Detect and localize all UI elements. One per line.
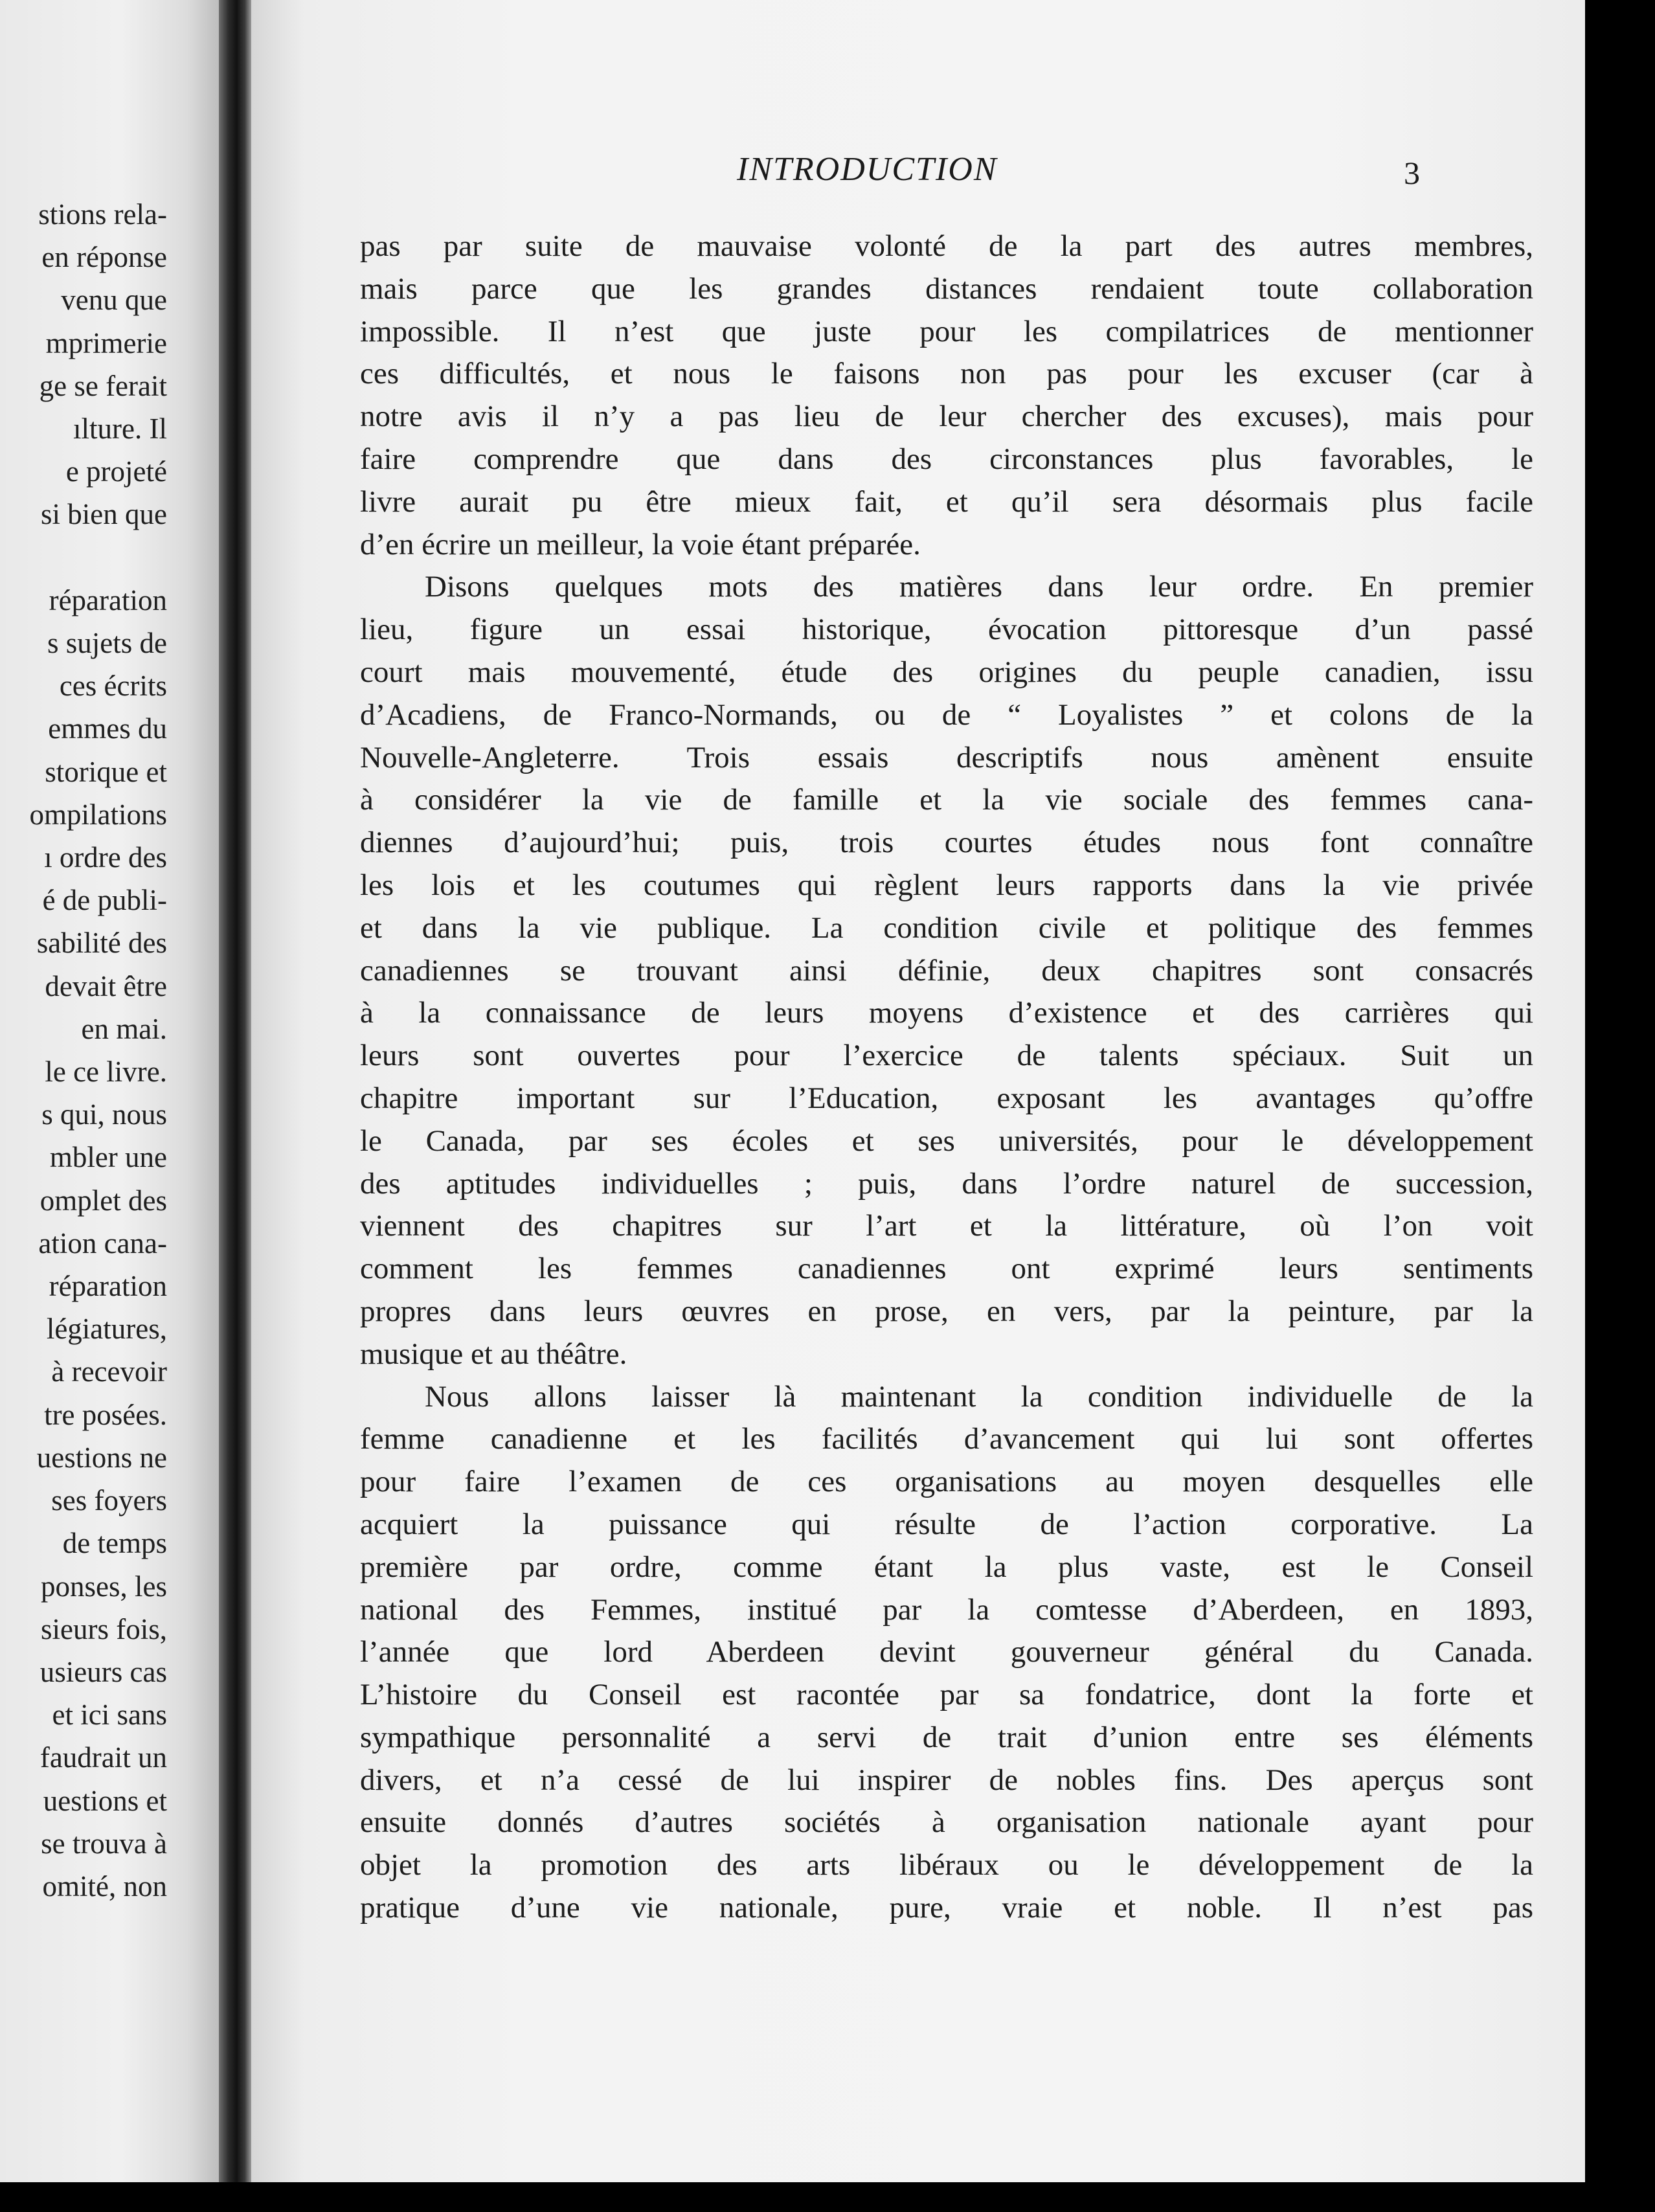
text-line: musique et au théâtre. — [360, 1337, 627, 1371]
text-line: impossible. Il n’est que juste pour les compilatrices de mentionner — [360, 314, 1533, 348]
scan-border-right — [1585, 0, 1655, 2212]
text-line: ensuite donnés d’autres sociétés à organisation nationale ayant pour — [360, 1805, 1533, 1840]
text-line: des aptitudes individuelles ; puis, dans l’ordre naturel de succession, — [360, 1166, 1533, 1201]
paragraph — [360, 1376, 1533, 1930]
previous-page-line: ation cana- — [38, 1226, 167, 1259]
previous-page-line: ces écrits — [59, 670, 167, 703]
previous-page-line: ponses, les — [41, 1570, 167, 1603]
previous-page-line: réparation — [49, 583, 167, 616]
text-line: notre avis il n’y a pas lieu de leur chercher des excuses), mais pour — [360, 400, 1533, 434]
previous-page-line: réparation — [49, 1270, 167, 1303]
previous-page-line: é de publi- — [42, 884, 167, 917]
text-line: diennes d’aujourd’hui; puis, trois courtes études nous font connaître — [360, 826, 1533, 860]
previous-page-line: de temps — [62, 1527, 167, 1560]
previous-page-line: si bien que — [41, 498, 167, 531]
previous-page-line: devait être — [45, 969, 167, 1002]
previous-page-line: venu que — [61, 284, 167, 317]
page-number: 3 — [1404, 155, 1420, 191]
book-gutter — [219, 0, 251, 2212]
text-line: L’histoire du Conseil est racontée par sa fondatrice, dont la forte et — [360, 1678, 1533, 1712]
previous-page-line: usieurs cas — [39, 1655, 167, 1688]
previous-page-line: en réponse — [41, 241, 167, 274]
current-page — [251, 0, 1585, 2182]
previous-page-line: sabilité des — [36, 927, 167, 960]
text-line: à considérer la vie de famille et la vie sociale des femmes cana- — [360, 783, 1533, 817]
previous-page-line: et ici sans — [52, 1699, 167, 1732]
previous-page-line: en mai. — [81, 1012, 167, 1045]
previous-page-line: faudrait un — [39, 1741, 167, 1774]
text-line: canadiennes se trouvant ainsi définie, deux chapitres sont consacrés — [360, 953, 1533, 988]
text-line: ces difficultés, et nous le faisons non pas pour les excuser (car à — [360, 357, 1533, 391]
previous-page — [0, 0, 220, 2212]
text-line: l’année que lord Aberdeen devint gouverneur général du Canada. — [360, 1635, 1533, 1669]
text-line: acquiert la puissance qui résulte de l’action corporative. La — [360, 1507, 1533, 1541]
previous-page-line: ge se ferait — [39, 369, 167, 402]
text-line: pas par suite de mauvaise volonté de la part des autres membres, — [360, 229, 1533, 263]
previous-page-text — [30, 193, 168, 1908]
previous-page-line — [30, 536, 168, 579]
text-line: mais parce que les grandes distances rendaient toute collaboration — [360, 271, 1533, 306]
text-line: objet la promotion des arts libéraux ou le développement de la — [360, 1848, 1533, 1882]
text-line: d’en écrire un meilleur, la voie étant préparée. — [360, 527, 921, 561]
previous-page-line: uestions et — [43, 1784, 167, 1817]
previous-page-line: tre posées. — [44, 1398, 167, 1431]
text-line: première par ordre, comme étant la plus vaste, est le Conseil — [360, 1550, 1533, 1584]
previous-page-line: s sujets de — [47, 627, 167, 660]
text-line: divers, et n’a cessé de lui inspirer de nobles fins. Des aperçus sont — [360, 1763, 1533, 1797]
text-line: pratique d’une vie nationale, pure, vraie et noble. Il n’est pas — [360, 1891, 1533, 1925]
running-head — [251, 150, 1585, 196]
previous-page-line: uestions ne — [36, 1441, 167, 1474]
previous-page-line: ompilations — [29, 798, 167, 831]
text-line: femme canadienne et les facilités d’avancement qui lui sont offertes — [360, 1422, 1533, 1456]
text-line: et dans la vie publique. La condition civile et politique des femmes — [360, 910, 1533, 945]
text-line: leurs sont ouvertes pour l’exercice de talents spéciaux. Suit un — [360, 1039, 1533, 1073]
text-line: propres dans leurs œuvres en prose, en vers, par la peinture, par la — [360, 1294, 1533, 1328]
text-line: Disons quelques mots des matières dans leur ordre. En premier — [425, 570, 1533, 604]
previous-page-line: sieurs fois, — [41, 1612, 167, 1645]
previous-page-line: ılture. Il — [73, 412, 167, 446]
text-line: chapitre important sur l’Education, exposant les avantages qu’offre — [360, 1081, 1533, 1115]
text-line: le Canada, par ses écoles et ses universités, pour le développement — [360, 1123, 1533, 1158]
previous-page-line: ı ordre des — [44, 841, 167, 874]
body-text — [360, 225, 1533, 1930]
text-line: court mais mouvementé, étude des origines du peuple canadien, issu — [360, 655, 1533, 689]
previous-page-line: omplet des — [39, 1184, 167, 1217]
previous-page-line: storique et — [45, 755, 167, 788]
previous-page-line: se trouva à — [41, 1827, 167, 1860]
text-line: pour faire l’examen de ces organisations au moyen desquelles elle — [360, 1465, 1533, 1499]
text-line: Nouvelle-Angleterre. Trois essais descriptifs nous amènent ensuite — [360, 740, 1533, 774]
text-line: comment les femmes canadiennes ont exprimé leurs sentiments — [360, 1252, 1533, 1286]
text-line: d’Acadiens, de Franco-Normands, ou de “ Loyalistes ” et colons de la — [360, 697, 1533, 732]
previous-page-line: omité, non — [42, 1869, 167, 1902]
previous-page-line: mbler une — [49, 1141, 167, 1174]
text-line: les lois et les coutumes qui règlent leurs rapports dans la vie privée — [360, 868, 1533, 902]
previous-page-line: emmes du — [48, 712, 167, 745]
previous-page-line: mprimerie — [45, 326, 167, 359]
previous-page-line: ses foyers — [51, 1484, 167, 1517]
previous-page-line: à recevoir — [51, 1355, 167, 1388]
text-line: Nous allons laisser là maintenant la condition individuelle de la — [425, 1379, 1533, 1414]
paragraph — [360, 566, 1533, 1375]
text-line: viennent des chapitres sur l’art et la littérature, où l’on voit — [360, 1209, 1533, 1243]
text-line: à la connaissance de leurs moyens d’existence et des carrières qui — [360, 996, 1533, 1030]
paragraph — [360, 225, 1533, 566]
text-line: lieu, figure un essai historique, évocation pittoresque d’un passé — [360, 613, 1533, 647]
text-line: national des Femmes, institué par la comtesse d’Aberdeen, en 1893, — [360, 1592, 1533, 1627]
previous-page-line: stions rela- — [38, 198, 167, 231]
previous-page-line: le ce livre. — [45, 1055, 167, 1089]
text-line: faire comprendre que dans des circonstances plus favorables, le — [360, 442, 1533, 476]
scan-border-bottom — [0, 2182, 1655, 2212]
running-title: INTRODUCTION — [737, 151, 998, 188]
previous-page-line: s qui, nous — [41, 1098, 167, 1131]
text-line: livre aurait pu être mieux fait, et qu’il sera désormais plus facile — [360, 484, 1533, 519]
previous-page-line: e projeté — [65, 455, 167, 488]
text-line: sympathique personnalité a servi de trait d’union entre ses éléments — [360, 1720, 1533, 1754]
previous-page-line: légiatures, — [46, 1313, 167, 1346]
